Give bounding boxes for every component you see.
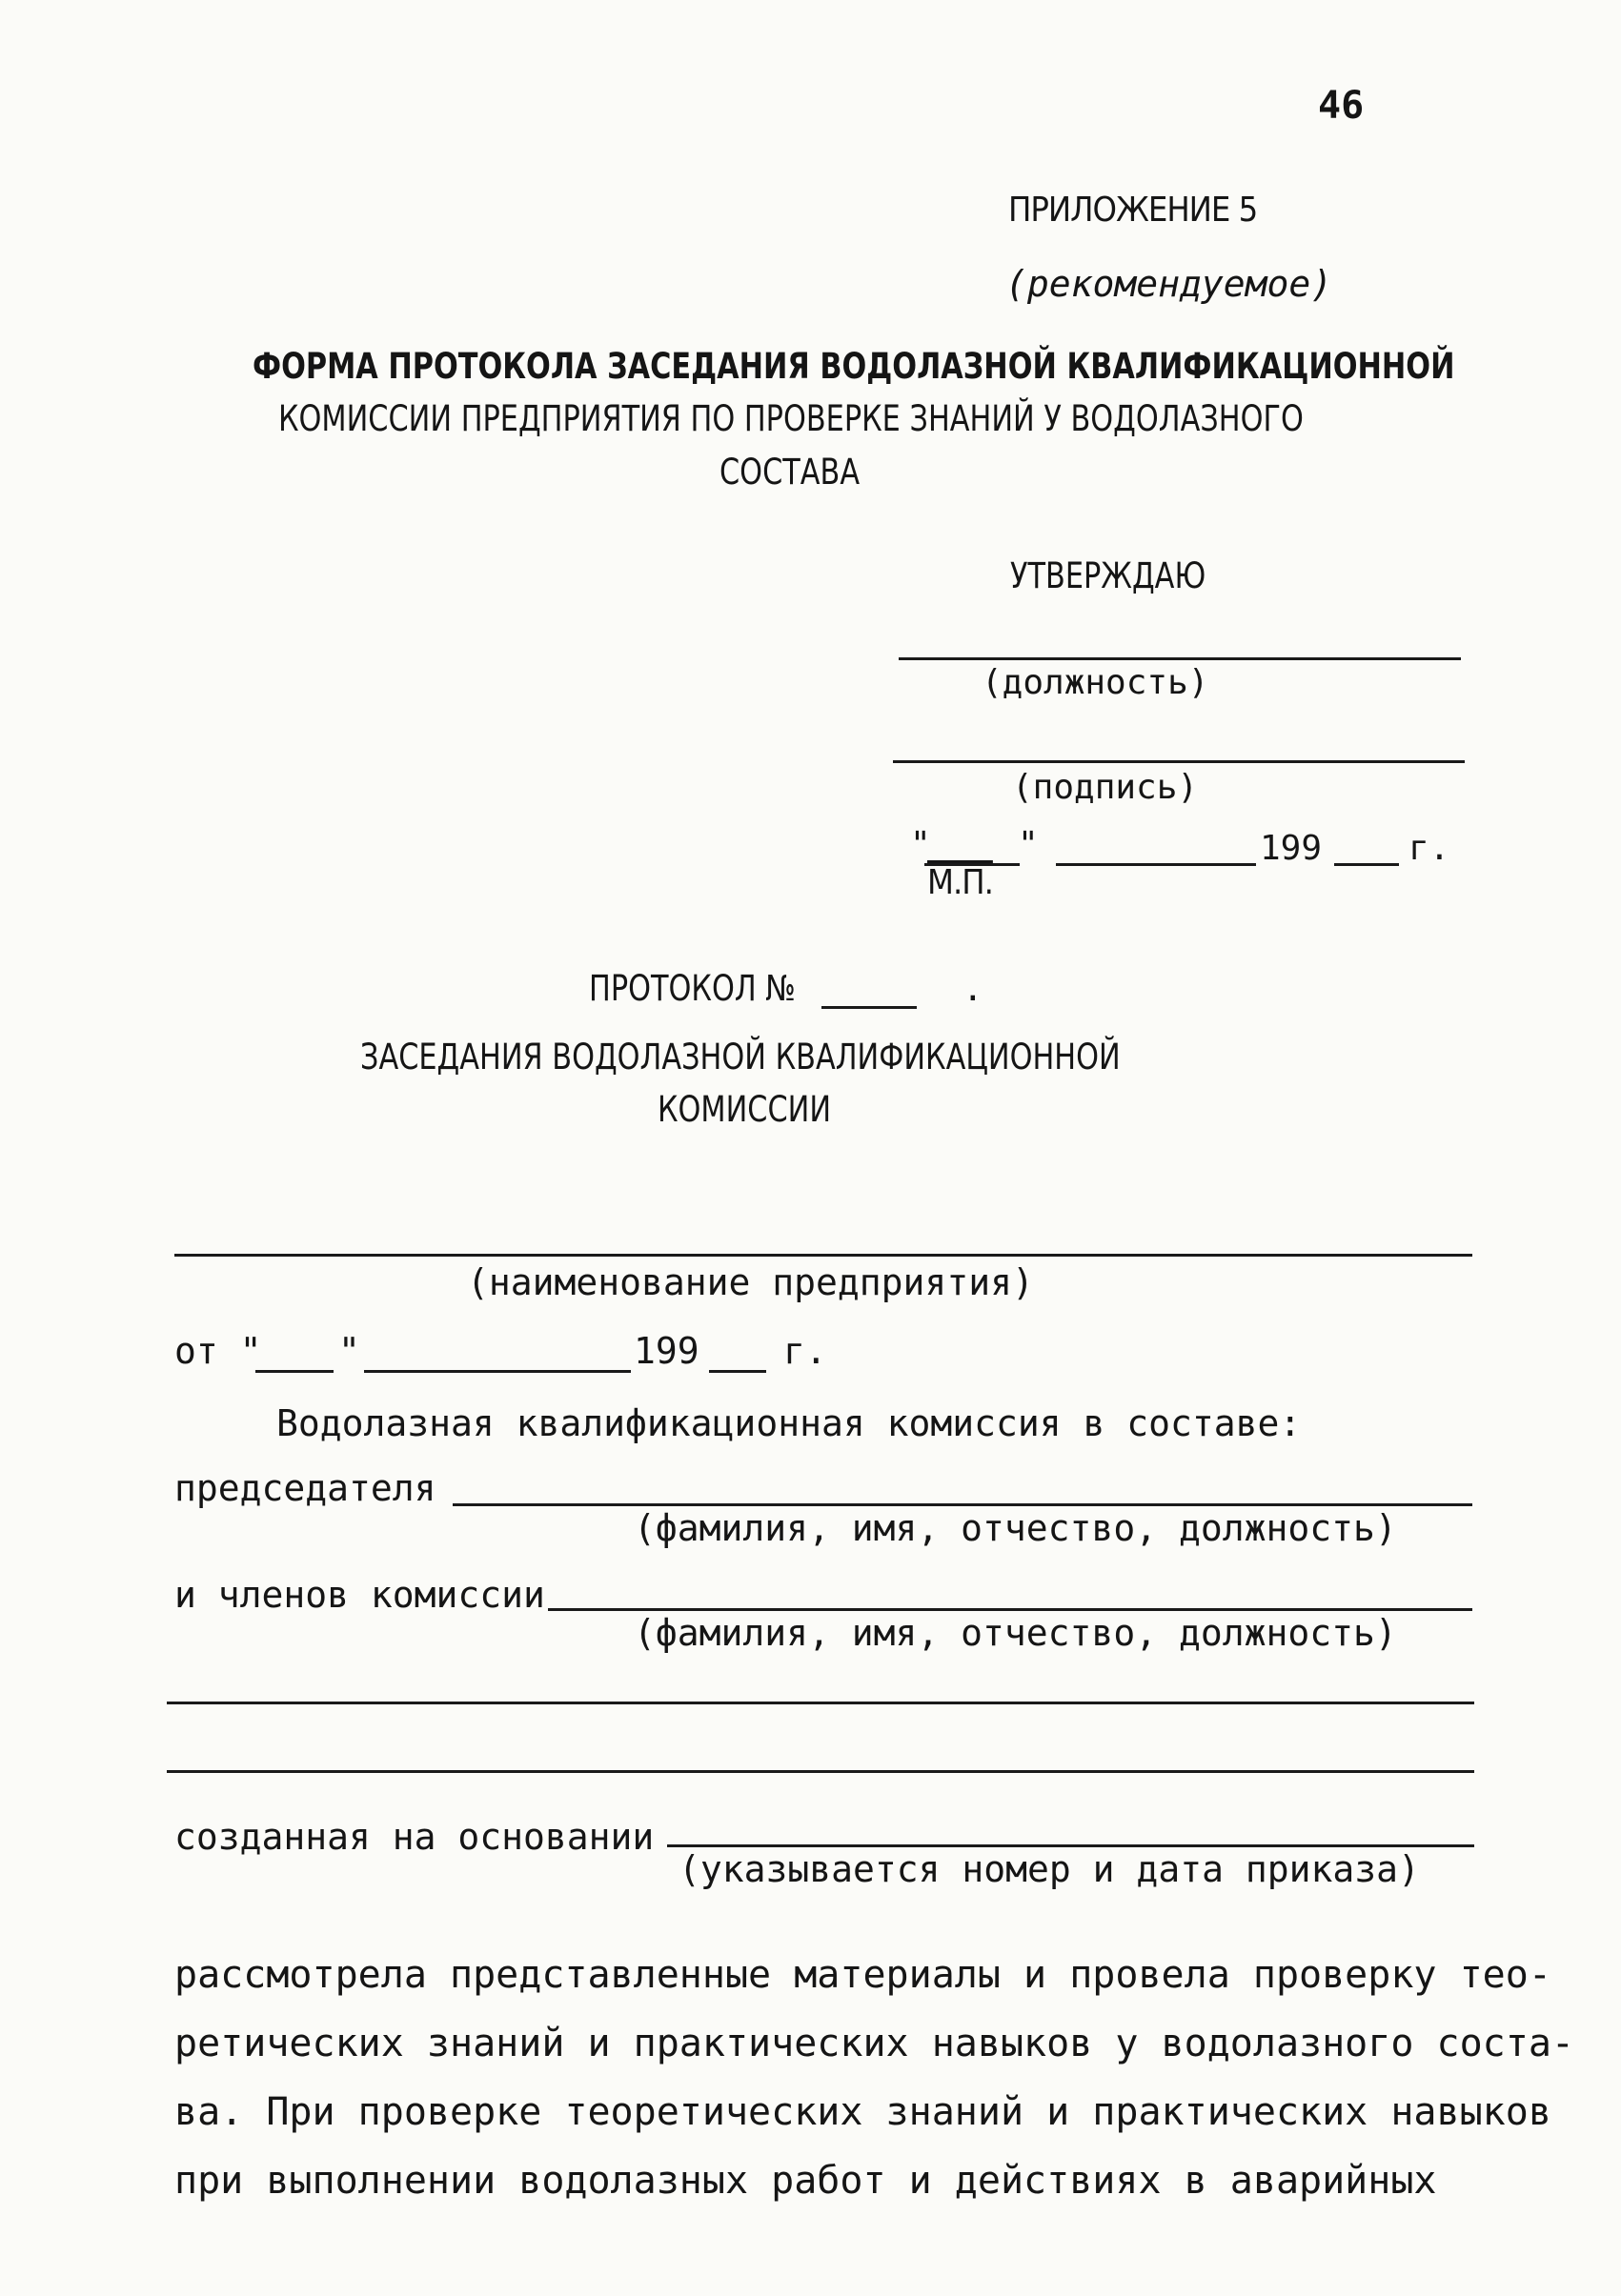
chairman-label: председателя (174, 1467, 436, 1509)
approval-year-prefix: 199 (1260, 829, 1323, 868)
members-line[interactable] (548, 1608, 1472, 1611)
protocol-day-line[interactable] (255, 1370, 334, 1373)
chairman-caption: (фамилия, имя, отчество, должность) (634, 1507, 1397, 1549)
page-number: 46 (1318, 84, 1365, 128)
protocol-date-prefix: от " (174, 1330, 262, 1372)
appendix-kind: (рекомендуемое) (1005, 263, 1333, 305)
protocol-dot: . (962, 970, 983, 1009)
seal-label: М.П. (927, 863, 993, 902)
members-caption: (фамилия, имя, отчество, должность) (634, 1612, 1397, 1654)
protocol-date-year: 199 (634, 1330, 699, 1372)
members-label: и членов комиссии (174, 1574, 545, 1616)
form-title-line1: ФОРМА ПРОТОКОЛА ЗАСЕДАНИЯ ВОДОЛАЗНОЙ КВАЛИФИКАЦИОННОЙ (253, 346, 1455, 387)
body-line-3: ва. При проверке теоретических знаний и практических навыков (174, 2090, 1551, 2134)
form-title-line2: КОМИССИИ ПРЕДПРИЯТИЯ ПО ПРОВЕРКЕ ЗНАНИЙ У ВОДОЛАЗНОГО (278, 398, 1304, 439)
approval-month-line[interactable] (1056, 863, 1256, 866)
appendix-label: ПРИЛОЖЕНИЕ 5 (1008, 191, 1258, 230)
protocol-month-line[interactable] (364, 1370, 631, 1373)
form-title-line3: СОСТАВА (719, 452, 861, 493)
position-caption: (должность) (982, 663, 1209, 702)
enterprise-caption: (наименование предприятия) (467, 1261, 1034, 1303)
chairman-line[interactable] (453, 1503, 1472, 1506)
body-line-1: рассмотрела представленные материалы и провела проверку тео- (174, 1953, 1551, 1997)
basis-label: созданная на основании (174, 1816, 655, 1858)
protocol-number-line[interactable] (821, 1006, 917, 1009)
body-line-2: ретических знаний и практических навыков у водолазного соста- (174, 2022, 1575, 2065)
position-line[interactable] (899, 657, 1461, 660)
protocol-label: ПРОТОКОЛ № (589, 968, 796, 1009)
approval-year-suffix: г. (1408, 829, 1450, 868)
commission-intro: Водолазная квалификационная комиссия в составе: (276, 1402, 1302, 1444)
members-extra-line-1[interactable] (167, 1702, 1474, 1704)
approval-date-close-quote: " (1018, 825, 1039, 864)
signature-line[interactable] (893, 760, 1465, 763)
protocol-subtitle-line1: ЗАСЕДАНИЯ ВОДОЛАЗНОЙ КВАЛИФИКАЦИОННОЙ (360, 1037, 1121, 1078)
body-line-4: при выполнении водолазных работ и действиях в аварийных (174, 2159, 1437, 2203)
protocol-subtitle-line2: КОМИССИИ (658, 1089, 832, 1130)
approve-label: УТВЕРЖДАЮ (1010, 555, 1206, 596)
protocol-date-suffix: г. (783, 1330, 827, 1372)
approval-year-line[interactable] (1334, 863, 1399, 866)
basis-line[interactable] (667, 1844, 1474, 1847)
protocol-year-line[interactable] (709, 1370, 766, 1373)
protocol-date-mid: " (338, 1330, 360, 1372)
approval-date-open-quote: " (910, 825, 931, 864)
enterprise-line[interactable] (174, 1254, 1472, 1257)
basis-caption: (указывается номер и дата приказа) (679, 1848, 1420, 1890)
signature-caption: (подпись) (1012, 768, 1199, 807)
members-extra-line-2[interactable] (167, 1770, 1474, 1773)
